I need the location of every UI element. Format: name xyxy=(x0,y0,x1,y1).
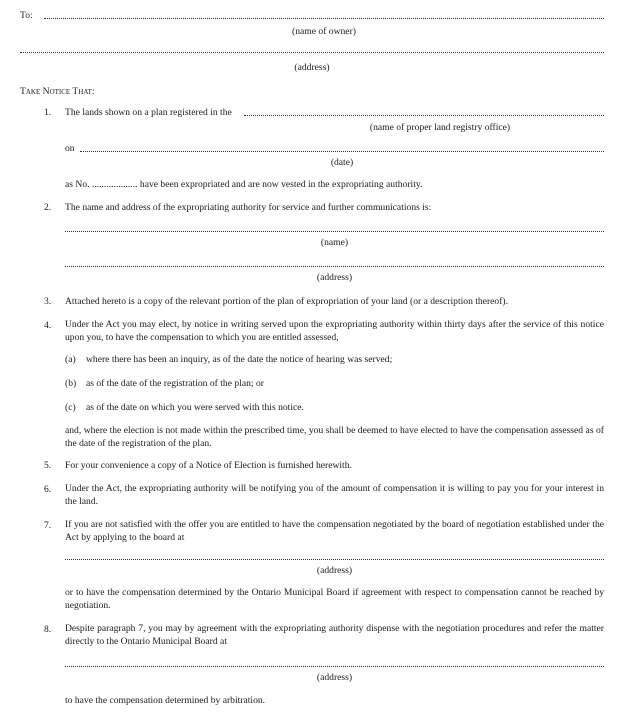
item-1-number: 1. xyxy=(44,107,52,118)
item-4-text: Under the Act you may elect, by notice in writing served upon the expropriating authority within thirty days after the service of this notice upon you, to have the compensation to which you are entitled assessed, xyxy=(65,319,604,343)
item-4-number: 4. xyxy=(44,320,52,331)
registry-office-caption: (name of proper land registry office) xyxy=(369,122,511,133)
item-2-number: 2. xyxy=(44,202,52,213)
item-6-text: Under the Act, the expropriating authority will be notifying you of the amount of compensation it is willing to pay you for your interest in the land. xyxy=(65,483,604,507)
item-4-c-label: (c) xyxy=(65,402,76,413)
to-label: To: xyxy=(20,10,33,21)
owner-address-caption: (address) xyxy=(294,62,330,73)
item-3-number: 3. xyxy=(44,296,52,307)
municipal-board-address-line[interactable] xyxy=(65,666,604,667)
vested-text: have been expropriated and are now vested in the expropriating authority. xyxy=(139,179,423,190)
municipal-board-address-caption: (address) xyxy=(316,672,353,683)
item-8-number: 8. xyxy=(44,624,52,635)
notice-heading: Take Notice That: xyxy=(20,86,95,97)
item-4-c-text: as of the date on which you were served with this notice. xyxy=(86,402,304,413)
item-4-b-label: (b) xyxy=(65,378,77,389)
item-4-b-text: as of the date of the registration of the plan; or xyxy=(86,378,264,389)
item-4-a-label: (a) xyxy=(65,354,76,365)
authority-address-line[interactable] xyxy=(65,266,604,267)
item-4-closing: and, where the election is not made within the prescribed time, you shall be deemed to have elected to have the compensation assessed as of the date of the registration of the plan. xyxy=(65,425,604,449)
vesting-sentence xyxy=(65,179,422,190)
item-5-number: 5. xyxy=(44,460,52,471)
item-7-number: 7. xyxy=(44,520,52,531)
item-4-a-text: where there has been an inquiry, as of the date the notice of hearing was served; xyxy=(86,354,393,365)
registry-office-line[interactable] xyxy=(244,115,604,116)
authority-name-line[interactable] xyxy=(65,231,604,232)
authority-address-caption: (address) xyxy=(316,272,353,283)
item-5-text: For your convenience a copy of a Notice of Election is furnished herewith. xyxy=(65,460,352,471)
item-8-text: Despite paragraph 7, you may by agreement with the expropriating authority dispense with the negotiation procedures and refer the matter directly to the Ontario Municipal Board at xyxy=(65,623,604,647)
authority-name-caption: (name) xyxy=(320,237,349,248)
as-no-label: as No. xyxy=(65,179,90,190)
item-7-closing: or to have the compensation determined by the Ontario Municipal Board if agreement with respect to compensation cannot be reached by negotiation. xyxy=(65,587,604,611)
owner-address-line[interactable] xyxy=(20,52,604,53)
item-1-text: The lands shown on a plan registered in the xyxy=(65,107,232,118)
item-3-text: Attached hereto is a copy of the relevant portion of the plan of expropriation of your land (or a description thereof). xyxy=(65,296,509,307)
negotiation-board-address-line[interactable] xyxy=(65,559,604,560)
item-7-text: If you are not satisfied with the offer you are entitled to have the compensation negotiated by the board of negotiation established under the Act by applying to the board at xyxy=(65,519,604,543)
owner-name-line[interactable] xyxy=(44,18,604,19)
item-2-text: The name and address of the expropriating authority for service and further communications is: xyxy=(65,202,432,213)
plan-number-field[interactable]: ................... xyxy=(91,179,138,190)
date-caption: (date) xyxy=(330,157,354,168)
item-8-closing: to have the compensation determined by arbitration. xyxy=(65,695,266,706)
date-line[interactable] xyxy=(80,151,604,152)
on-label: on xyxy=(65,143,75,154)
item-6-number: 6. xyxy=(44,484,52,495)
owner-name-caption: (name of owner) xyxy=(292,26,356,37)
negotiation-board-address-caption: (address) xyxy=(316,565,353,576)
